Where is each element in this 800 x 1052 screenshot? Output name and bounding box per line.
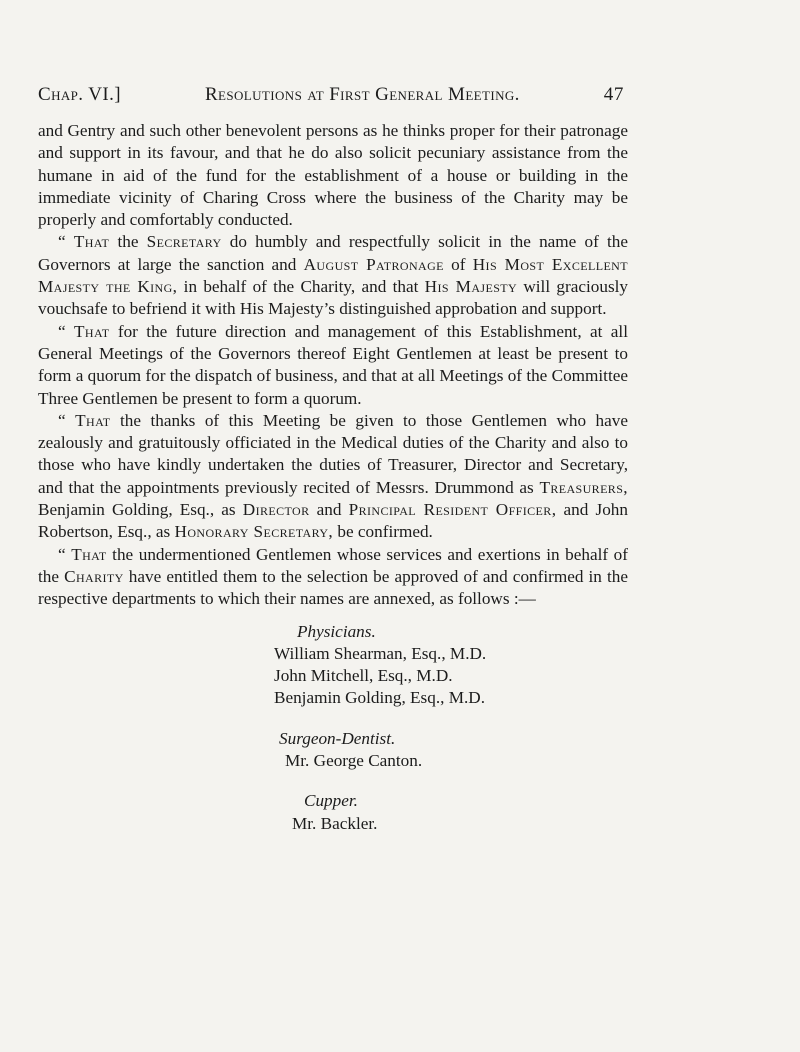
list-item: Benjamin Golding, Esq., M.D. [274,688,486,708]
resolution-secretary: “ That the Secretary do humbly and respectfully solicit in the name of the Governors at large the sanction and August Patronage of His Most Excellent Majesty the King, in behalf of the Charity, and that His Majesty will graciously vouchsafe to befriend it with His Majesty’s distinguished approbation and support. [38,232,628,319]
chapter-label: Chap. VI.] [38,84,121,105]
list-item: William Shearman, Esq., M.D. [274,643,487,663]
physicians-heading: Physicians. [297,621,376,641]
running-header [38,84,624,106]
list-item: Mr. George Canton. [285,751,423,771]
surgeon-dentist-heading: Surgeon-Dentist. [279,728,396,748]
list-item: Mr. Backler. [292,813,378,833]
page-body [38,120,628,835]
appointments-list [38,621,628,835]
paragraph-continuation: and Gentry and such other benevolent persons as he thinks proper for their patronage and support in its favour, and that he do also solicit pecuniary assistance from the humane in aid of the fund for the establishment of a house or building in the immediate vicinity of Charing Cross where the business of the Charity may be properly and comfortably conducted. [38,121,628,230]
list-item: John Mitchell, Esq., M.D. [274,666,453,686]
resolution-thanks: “ That the thanks of this Meeting be given to those Gentlemen who have zealously and gratuitously officiated in the Medical duties of the Charity and also to those who have kindly undertaken the duties of Treasurer, Director and Secretary, and that the appointments previously recited of Messrs. Drummond as Treasurers, Benjamin Golding, Esq., as Director and Principal Resident Officer, and John Robertson, Esq., as Honorary Secretary, be confirmed. [38,410,628,542]
page-number: 47 [603,84,624,105]
cupper-heading: Cupper. [304,791,358,811]
resolution-quorum: “ That for the future direction and management of this Establishment, at all General Meetings of the Governors thereof Eight Gentlemen at least be present to form a quorum for the dispatch of business, and that at all Meetings of the Committee Three Gentlemen be present to form a quorum. [38,321,628,408]
resolution-appointments: “ That the undermentioned Gentlemen whose services and exertions in behalf of the Charity have entitled them to the selection be approved of and confirmed in the respective departments to which their names are annexed, as follows :— [38,544,628,609]
running-title: Resolutions at First General Meeting. [204,84,520,105]
